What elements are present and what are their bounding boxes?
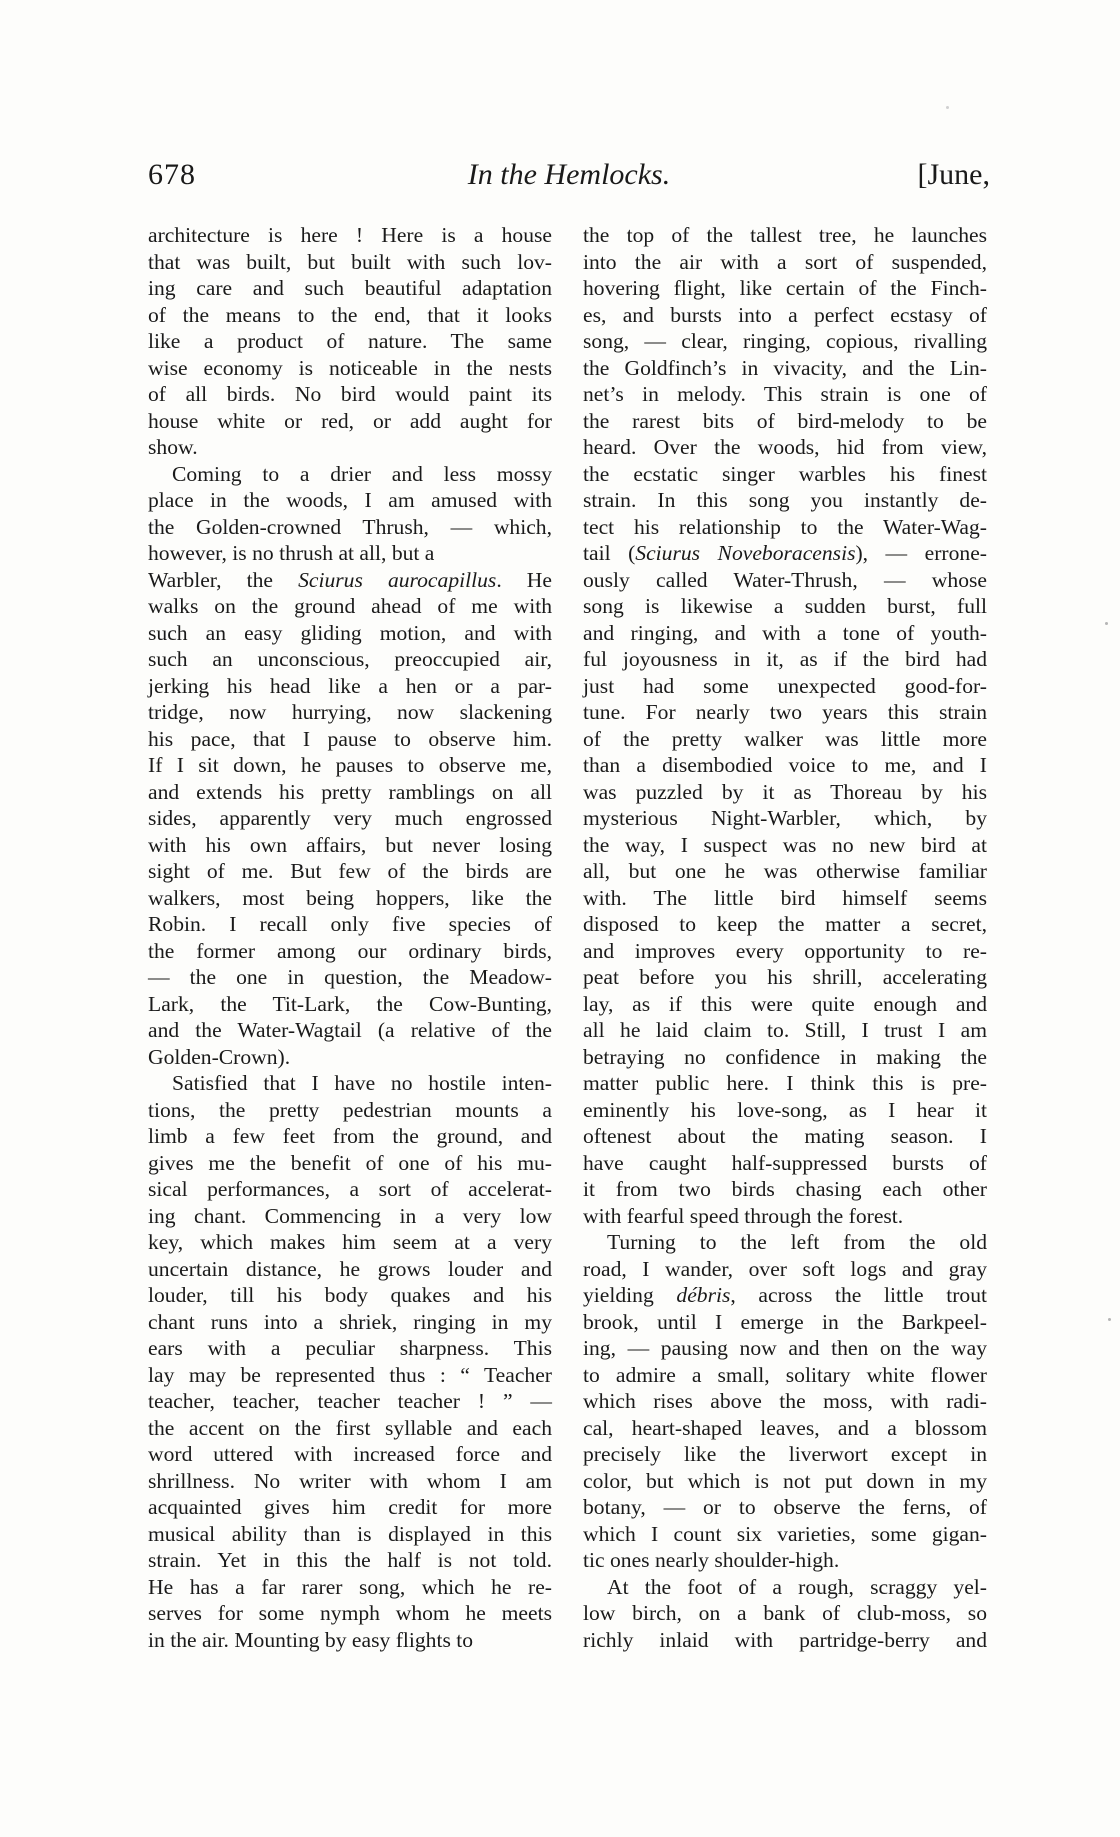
text-line: ing, — pausing now and then on the way [583,1336,987,1360]
text-fragment: tail ( [583,541,636,565]
page-header [148,158,990,198]
text-line: the Golden-crowned Thrush, — which, [148,514,552,539]
text-line: place in the woods, I am amused with [148,488,552,512]
text-fragment: . He [496,567,552,592]
text-line [148,567,552,594]
text-line [583,540,987,567]
text-line: oftenest about the mating season. I [583,1124,987,1148]
text-line: chant runs into a shriek, ringing in my [148,1309,552,1334]
text-line: serves for some nymph whom he meets [148,1601,552,1625]
text-line [583,1282,987,1309]
text-line: was puzzled by it as Thoreau by his [583,779,987,804]
text-line: betraying no confidence in making the [583,1044,987,1069]
text-line: es, and bursts into a perfect ecstasy of [583,302,987,327]
text-line: the way, I suspect was no new bird at [583,832,987,857]
paragraph-lines [148,461,552,567]
text-line: botany, — or to observe the ferns, of [583,1495,987,1519]
text-line: cal, heart-shaped leaves, and a blossom [583,1415,987,1440]
text-line: have caught half-suppressed bursts of [583,1150,987,1175]
paragraph [583,1229,987,1574]
text-line: word uttered with increased force and [148,1442,552,1466]
text-line: low birch, on a bank of club-moss, so [583,1601,987,1625]
text-line: acquainted gives him credit for more [148,1495,552,1519]
paragraph [148,222,552,461]
text-line: to admire a small, solitary white flower [583,1362,987,1387]
text-line: architecture is here ! Here is a house [148,223,552,247]
paragraph-lines [583,222,987,540]
text-line: than a disembodied voice to me, and I [583,753,987,777]
text-line: Lark, the Tit-Lark, the Cow-Bunting, [148,991,552,1016]
text-line: louder, till his body quakes and his [148,1283,552,1307]
text-line: Golden-Crown). [148,1044,291,1069]
text-line: heard. Over the woods, hid from view, [583,435,987,459]
scan-speck [1105,622,1108,625]
text-line: ful joyousness in it, as if the bird had [583,647,987,671]
text-line: net’s in melody. This strain is one of [583,382,987,406]
text-line: song, — clear, ringing, copious, rivalling [583,329,987,353]
text-line: Robin. I recall only five species of [148,912,552,936]
text-line: all he laid claim to. Still, I trust I am [583,1018,987,1042]
text-line: sight of me. But few of the birds are [148,859,552,883]
right-column [583,222,987,1653]
paragraph [583,222,987,1229]
text-line: musical ability than is displayed in this [148,1521,552,1546]
text-line: walks on the ground ahead of me with [148,594,552,618]
text-line: and the Water-Wagtail (a relative of the [148,1018,552,1042]
text-line: the Goldfinch’s in vivacity, and the Lin- [583,355,987,380]
text-fragment: yielding [583,1283,677,1307]
text-line: the accent on the first syllable and each [148,1415,552,1440]
text-line: hovering flight, like certain of the Finch- [583,276,987,300]
text-line: house white or red, or add aught for [148,408,552,433]
text-line: just had some unexpected good-for- [583,673,987,698]
issue-month: [June, [917,158,990,191]
text-line: matter public here. I think this is pre- [583,1071,987,1095]
text-line: which rises above the moss, with radi- [583,1389,987,1413]
text-line: show. [148,435,198,459]
text-line: into the air with a sort of suspended, [583,249,987,274]
text-line: tic ones nearly shoulder-high. [583,1548,840,1572]
text-line: the top of the tallest tree, he launches [583,223,987,247]
text-line: richly inlaid with partridge-berry and [583,1627,987,1652]
paragraph [583,1574,987,1654]
text-line: however, is no thrush at all, but a [148,541,435,565]
text-line: and improves every opportunity to re- [583,938,987,963]
text-line: the former among our ordinary birds, [148,938,552,963]
text-line: Coming to a drier and less mossy [172,461,552,486]
species-name: Sciurus aurocapillus [298,567,497,592]
paragraph-lines [583,1229,987,1282]
text-line: disposed to keep the matter a secret, [583,912,987,936]
text-line: that was built, but built with such lov- [148,249,552,274]
foreign-word: débris [676,1283,731,1307]
paragraph-lines [148,593,552,1070]
text-line: such an easy gliding motion, and with [148,620,552,645]
text-line: wise economy is noticeable in the nests [148,355,552,380]
text-line: gives me the benefit of one of his mu- [148,1150,552,1175]
text-line: Turning to the left from the old [607,1230,987,1254]
text-line: his pace, that I pause to observe him. [148,726,552,751]
text-line: teacher, teacher, teacher teacher ! ” — [148,1389,552,1413]
paragraph-lines [583,567,987,1230]
text-line: walkers, most being hoppers, like the [148,885,552,910]
text-line: mysterious Night-Warbler, which, by [583,806,987,830]
text-line: Satisfied that I have no hostile inten- [172,1071,552,1095]
text-line: brook, until I emerge in the Barkpeel- [583,1309,987,1334]
text-line: tune. For nearly two years this strain [583,700,987,724]
text-line: all, but one he was otherwise familiar [583,859,987,883]
text-line: limb a few feet from the ground, and [148,1124,552,1148]
page-number: 678 [148,158,196,191]
text-line: ing care and such beautiful adaptation [148,276,552,300]
text-fragment: , across the little trout [730,1283,988,1307]
text-line: sical performances, a sort of accelerat- [148,1177,552,1201]
text-line: the rarest bits of bird-melody to be [583,408,987,433]
text-line: key, which makes him seem at a very [148,1230,552,1254]
text-line: If I sit down, he pauses to observe me, [148,753,552,777]
text-line: with his own affairs, but never losing [148,832,552,857]
text-line: with fearful speed through the forest. [583,1203,904,1228]
species-name: Sciurus Noveboracensis [635,541,856,565]
text-line: He has a far rarer song, which he re- [148,1574,552,1599]
text-line: — the one in question, the Meadow- [148,965,552,989]
text-line: of the means to the end, that it looks [148,302,552,327]
text-line: of all birds. No bird would paint its [148,382,552,406]
running-title: In the Hemlocks. [467,158,671,191]
text-line: and ringing, and with a tone of youth- [583,620,987,645]
text-line: peat before you his shrill, accelerating [583,965,987,989]
text-line: ously called Water-Thrush, — whose [583,567,987,592]
text-line: like a product of nature. The same [148,329,552,353]
scan-speck [1108,1318,1111,1321]
text-line: it from two birds chasing each other [583,1177,987,1201]
text-line: the ecstatic singer warbles his finest [583,461,987,486]
text-line: of the pretty walker was little more [583,726,987,751]
text-line: precisely like the liverwort except in [583,1442,987,1466]
text-line: jerking his head like a hen or a par- [148,673,552,698]
text-line: lay, as if this were quite enough and [583,991,987,1016]
scan-speck [946,106,949,109]
text-line: and extends his pretty ramblings on all [148,779,552,804]
left-column [148,222,552,1653]
text-line: tridge, now hurrying, now slackening [148,700,552,724]
text-line: ing chant. Commencing in a very low [148,1203,552,1228]
text-line: in the air. Mounting by easy flights to [148,1627,474,1652]
text-line: ears with a peculiar sharpness. This [148,1336,552,1360]
paragraph [148,1070,552,1653]
text-line: song is likewise a sudden burst, full [583,594,987,618]
text-line: strain. In this song you instantly de- [583,488,987,512]
text-line: eminently his love-song, as I hear it [583,1097,987,1122]
text-line: shrillness. No writer with whom I am [148,1468,552,1493]
text-line: such an unconscious, preoccupied air, [148,647,552,671]
text-line: which I count six varieties, some gigan- [583,1521,987,1546]
text-line: At the foot of a rough, scraggy yel- [607,1574,987,1599]
paragraph [148,461,552,1071]
text-line: strain. Yet in this the half is not told. [148,1548,552,1572]
text-line: tect his relationship to the Water-Wag- [583,514,987,539]
text-fragment: ), — errone- [855,541,987,565]
text-line: road, I wander, over soft logs and gray [583,1256,987,1281]
text-line: with. The little bird himself seems [583,885,987,910]
text-fragment: Warbler, the [148,567,299,592]
text-line: sides, apparently very much engrossed [148,806,552,830]
text-line: uncertain distance, he grows louder and [148,1256,552,1281]
text-line: color, but which is not put down in my [583,1468,987,1493]
paragraph-lines [583,1309,987,1574]
text-line: tions, the pretty pedestrian mounts a [148,1097,552,1122]
text-line: lay may be represented thus : “ Teacher [148,1362,552,1387]
